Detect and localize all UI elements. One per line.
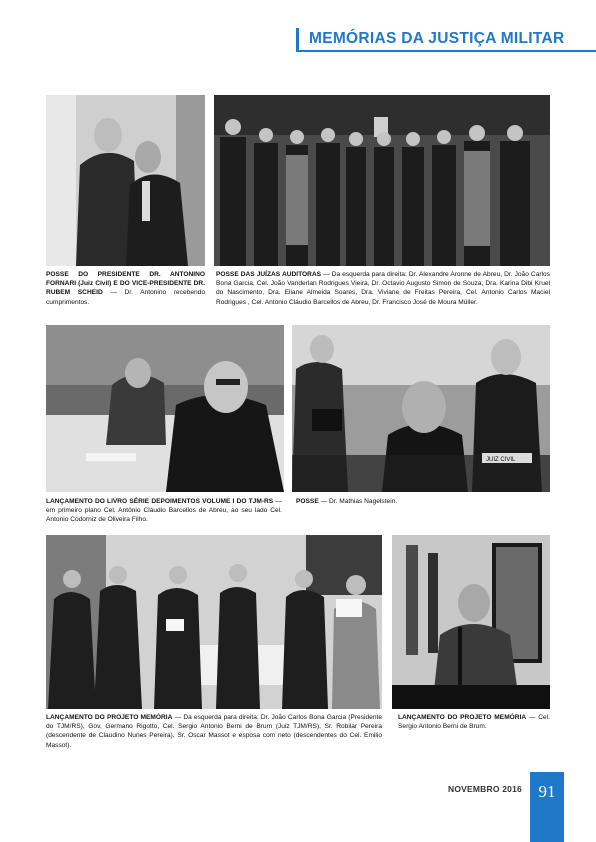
caption-projeto-memoria-grupo: LANÇAMENTO DO PROJETO MEMÓRIA — Da esquerda para direita: Dr. João Carlos Bona Garcia (Presidente do TJM/RS), Gov. Germano Rigotto, Cel. Sergio Antonio Berni de Brum (Juiz TJM/RS), Sr. Robilar Pereira (descendente de Claudino Nunes Pereira), Sr. Oscar Massot e esposa com neto (descendentes do Cel. Emilio Massot). [46, 714, 382, 749]
footer-date: NOVEMBRO 2016 [448, 784, 522, 794]
caption-projeto-memoria-brum: LANÇAMENTO DO PROJETO MEMÓRIA — Cel. Sergio Antonio Berni de Brum. [398, 714, 550, 731]
section-title: MEMÓRIAS DA JUSTIÇA MILITAR [309, 30, 565, 47]
photo-posse-juizas [214, 95, 550, 266]
caption-posse-presidente: POSSE DO PRESIDENTE DR. ANTONINO FORNARI (Juiz Civil) E DO VICE-PRESIDENTE DR. RUBEM SCHEID — Dr. Antonino recebendo cumprimentos. [46, 271, 205, 306]
photo-posse-presidente [46, 95, 205, 266]
section-header [296, 28, 596, 52]
photo-posse-mathias [292, 325, 550, 492]
page-number: 91 [538, 782, 556, 801]
photo-lancamento-livro [46, 325, 284, 492]
photo-projeto-memoria-grupo [46, 535, 382, 709]
caption-lancamento-livro: LANÇAMENTO DO LIVRO SÉRIE DEPOIMENTOS VOLUME I DO TJM-RS — em primeiro plano Cel. Antônio Cláudio Barcellos de Abreu, ao seu lado Cel. Antonio Codorniz de Oliveira Filho. [46, 498, 282, 524]
page-number-box [530, 772, 564, 842]
caption-posse-juizas: POSSE DAS JUÍZAS AUDITORAS — Da esquerda para direita: Dr. Alexandre Aronne de Abreu, Dr. João Carlos Bona Garcia, Cel. João Vanderlan Rodrigues Vieira, Dr. Octavio Augusto Simon de Souza, Dra. Karina Dibi Kruel do Nascimento, Dra. Eliane Almeida Soares, Dra. Viviane de Freitas Pereira, Cel. Antonio Carlos Maciel Rodrigues , Cel. Antonio Cláudio Barcellos de Abreu, Dr. Francisco José de Moura Müller. [216, 271, 550, 306]
photo-projeto-memoria-brum [392, 535, 550, 709]
caption-posse-mathias: POSSE — Dr. Mathias Nagelstein. [296, 498, 398, 505]
nameplate-label: JUIZ CIVIL [486, 457, 516, 463]
